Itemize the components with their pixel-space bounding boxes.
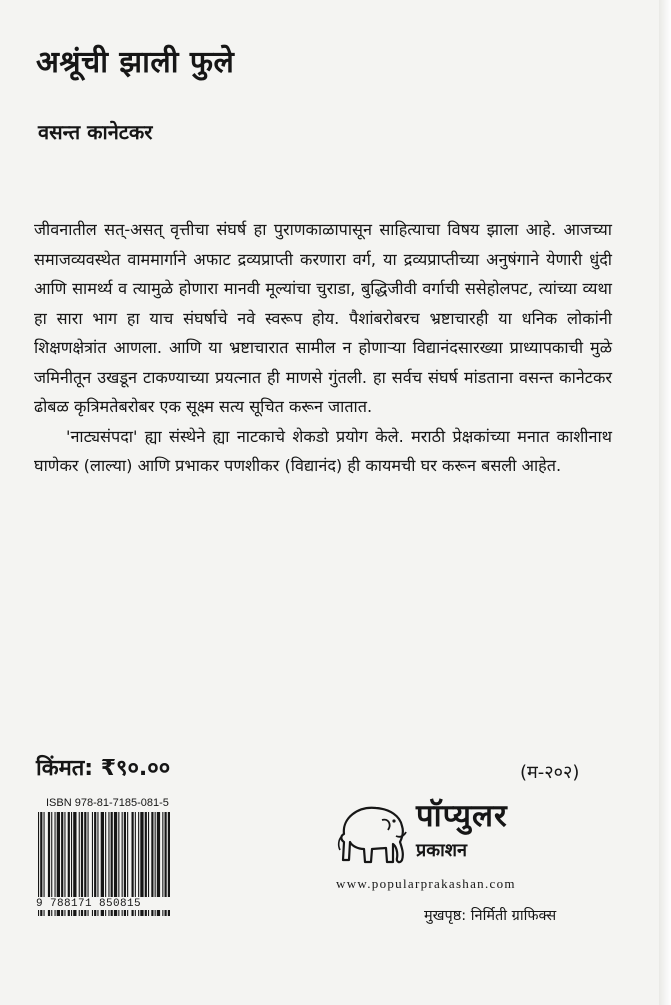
publisher-name: पॉप्युलर	[416, 798, 508, 834]
cover-credit: मुखपृष्ठ: निर्मिती ग्राफिक्स	[424, 908, 557, 924]
page-edge	[659, 0, 671, 1005]
book-title: अश्रूंची झाली फुले	[36, 45, 235, 80]
publisher-website: www.popularprakashan.com	[336, 876, 516, 891]
catalog-code: (म-२०२)	[520, 762, 580, 783]
publisher-logo	[336, 794, 604, 872]
book-blurb	[34, 215, 612, 481]
price-label: किंमत: ₹९०.००	[36, 756, 171, 781]
isbn-label: ISBN 978-81-7185-081-5	[46, 797, 169, 809]
blurb-paragraph-2: 'नाट्यसंपदा' ह्या संस्थेने ह्या नाटकाचे शेकडो प्रयोग केले. मराठी प्रेक्षकांच्या मनात काशीनाथ घाणेकर (लाल्या) आणि प्रभाकर पणशीकर (विद्यानंद) ही कायमची घर करून बसली आहेत.	[34, 426, 612, 475]
publisher-subtitle: प्रकाशन	[416, 840, 467, 861]
book-author: वसन्त कानेटकर	[38, 120, 153, 144]
barcode-digits: 9 788171 850815	[36, 897, 172, 910]
blurb-paragraph-1: जीवनातील सत्-असत् वृत्तीचा संघर्ष हा पुराणकाळापासून साहित्याचा विषय झाला आहे. आजच्या समाजव्यवस्थेत वाममार्गाने अफाट द्रव्यप्राप्ती करणारा वर्ग, या द्रव्यप्राप्तीच्या अनुषंगाने येणारी धुंदी आणि सामर्थ्य व त्यामुळे होणारा मानवी मूल्यांचा चुराडा, बुद्धिजीवी वर्गाची ससेहोलपट, त्यांच्या व्यथा हा सारा भाग हा याच संघर्षाचे नवे स्वरूप होय. पैशांबरोबरच भ्रष्टाचारही या धनिक लोकांनी शिक्षणक्षेत्रांत आणला. आणि या भ्रष्टाचारात सामील न होणाऱ्या विद्यानंदसारख्या प्राध्यापकाची मुळे जमिनीतून उखडून टाकण्याच्या प्रयत्नात ही माणसे गुंतली. हा सर्वच संघर्ष मांडताना वसन्त कानेटकर ढोबळ कृत्रिमतेबरोबर एक सूक्ष्म सत्य सूचित करून जातात.	[34, 220, 612, 416]
elephant-icon	[336, 796, 412, 870]
